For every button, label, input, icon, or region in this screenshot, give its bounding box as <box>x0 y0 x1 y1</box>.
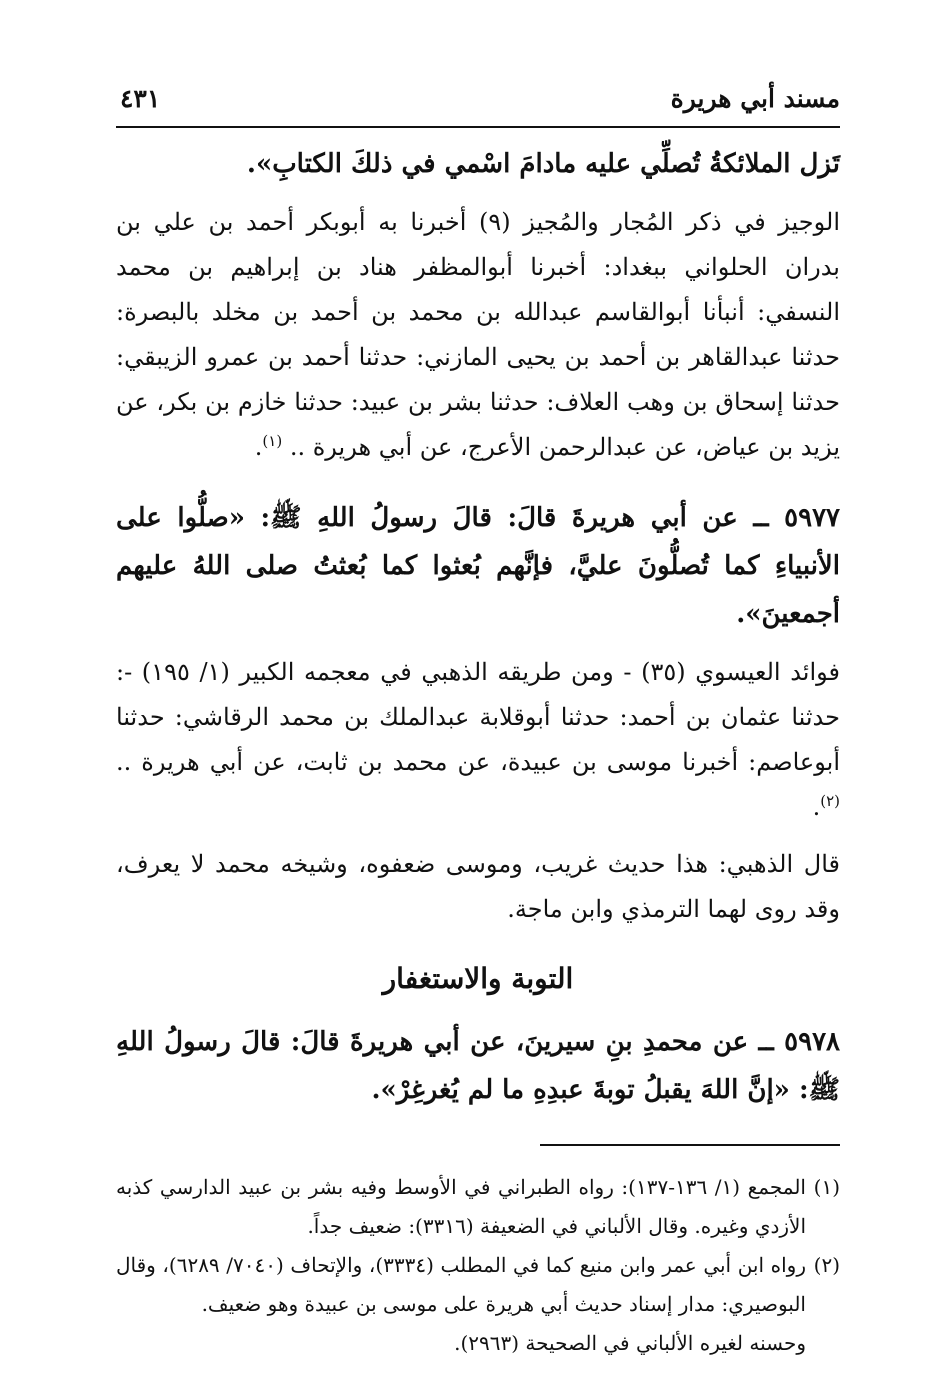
footnote-1-number: (١) <box>813 1175 840 1199</box>
page-header <box>116 80 840 128</box>
hadith-continuation: تَزل الملائكةُ تُصلِّي عليه مادامَ اسْمي في ذلكَ الكتابِ». <box>246 149 840 179</box>
footnote-2 <box>116 1246 840 1324</box>
source-paragraph-2: فوائد العيسوي (٣٥) - ومن طريقه الذهبي في معجمه الكبير (١/ ١٩٥) -: حدثنا عثمان بن أحمد: حدثنا أبوقلابة عبدالملك بن محمد الرقاشي: حدثنا أبوعاصم: أخبرنا موسى بن عبيدة، عن محمد بن ثابت، عن أبي هريرة .. $^{(٢)}$. <box>116 658 841 821</box>
hadith-5977: ٥٩٧٧ ــ عن أبي هريرةَ قالَ: قالَ رسولُ اللهِ ﷺ: «صلُّوا على الأنبياءِ كما تُصلُّونَ عليَّ، فإنَّهم بُعثوا كما بُعثتُ صلى اللهُ عليهم أجمعينَ». <box>116 503 840 629</box>
page-number: ٤٣١ <box>120 84 161 113</box>
footnote-1-text: المجمع (١/ ١٣٦-١٣٧): رواه الطبراني في الأوسط وفيه بشر بن عبيد الدارسي كذبه الأزدي وغيره. وقال الألباني في الضعيفة (٣٣١٦): ضعيف جداً. <box>116 1175 806 1238</box>
footnote-ref-2: (٢) <box>820 792 840 810</box>
footnote-2-text-2: وحسنه لغيره الألباني في الصحيحة (٢٩٦٣). <box>454 1331 806 1355</box>
footnote-2-number: (٢) <box>813 1253 840 1277</box>
footnote-2-continuation <box>116 1324 840 1363</box>
source-text-2: فوائد العيسوي (٣٥) - ومن طريقه الذهبي في معجمه الكبير (١/ ١٩٥) -: حدثنا عثمان بن أحمد: حدثنا أبوقلابة عبدالملك بن محمد الرقاشي: حدثنا أبوعاصم: أخبرنا موسى بن عبيدة، عن محمد بن ثابت، عن أبي هريرة .. <box>116 658 841 776</box>
commentary-paragraph: قال الذهبي: هذا حديث غريب، وموسى ضعفوه، وشيخه محمد لا يعرف، وقد روى لهما الترمذي وابن ماجة. <box>116 850 840 923</box>
section-heading: التوبة والاستغفار <box>382 962 574 995</box>
book-page <box>116 80 840 1363</box>
source-paragraph: الوجيز في ذكر المُجار والمُجيز (٩) أخبرنا به أبوبكر أحمد بن علي بن بدران الحلواني ببغداد: أخبرنا أبوالمظفر هناد بن إبراهيم بن محمد النسفي: أنبأنا أبوالقاسم عبدالله بن محمد بن أحمد بن مخلد بالبصرة: حدثنا عبدالقاهر بن أحمد بن يحيى المازني: حدثنا أحمد بن عمرو الزيبقي: حدثنا إسحاق بن وهب العلاف: حدثنا بشر بن عبيد: حدثنا خازم بن بكر، عن يزيد بن عياض، عن عبدالرحمن الأعرج، عن أبي هريرة .. $^{(١)}$. <box>116 208 841 461</box>
hadith-5978: ٥٩٧٨ ــ عن محمدِ بنِ سيرينَ، عن أبي هريرةَ قالَ: قالَ رسولُ اللهِ ﷺ: «إنَّ اللهَ يقبلُ توبةَ عبدِهِ ما لم يُغرغِرْ». <box>116 1027 840 1105</box>
footnote-ref-1: (١) <box>262 432 283 450</box>
source-text: الوجيز في ذكر المُجار والمُجيز (٩) أخبرنا به أبوبكر أحمد بن علي بن بدران الحلواني ببغداد: أخبرنا أبوالمظفر هناد بن إبراهيم بن محمد النسفي: أنبأنا أبوالقاسم عبدالله بن محمد بن أحمد بن مخلد بالبصرة: حدثنا عبدالقاهر بن أحمد بن يحيى المازني: حدثنا أحمد بن عمرو الزيبقي: حدثنا إسحاق بن وهب العلاف: حدثنا بشر بن عبيد: حدثنا خازم بن بكر، عن يزيد بن عياض، عن عبدالرحمن الأعرج، عن أبي هريرة .. <box>116 208 841 461</box>
running-title: مسند أبي هريرة <box>670 84 840 113</box>
footnote-2-text: رواه ابن أبي عمر وابن منيع كما في المطلب (٣٣٣٤)، والإتحاف (٧٠٤٠/ ٦٢٨٩)، وقال البوصيري: مدار إسناد حديث أبي هريرة على موسى بن عبيدة وهو ضعيف. <box>116 1253 806 1316</box>
footnote-1 <box>116 1168 840 1246</box>
footnote-separator <box>540 1144 840 1146</box>
